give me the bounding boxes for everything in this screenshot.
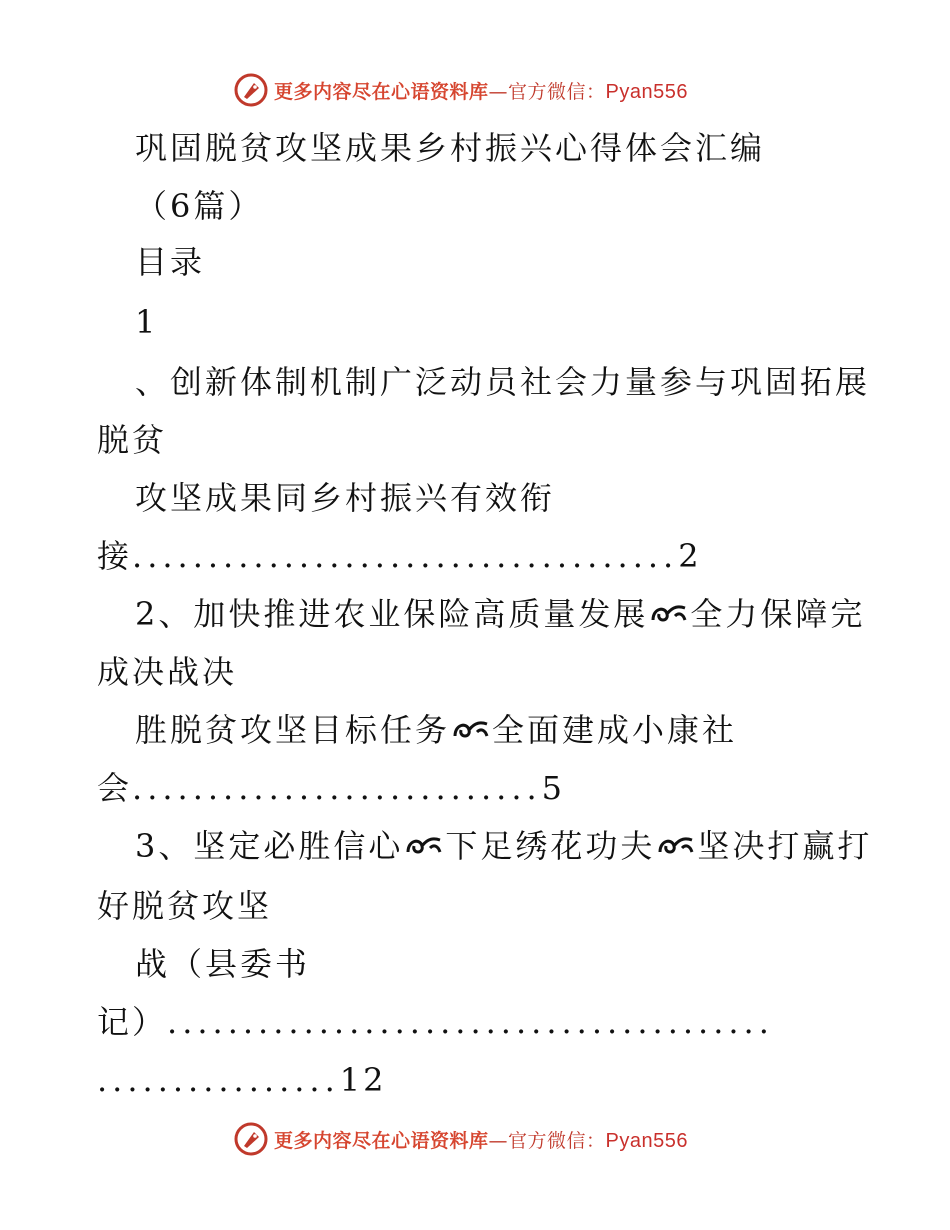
toc-page-number: 5: [541, 769, 566, 807]
watermark-header: [234, 73, 688, 107]
toc-item2-line3: 胜脱贫攻坚目标任务 全面建成小康社: [135, 711, 738, 749]
swirl-glyph-icon: [649, 600, 689, 628]
toc-item2-line2: 成决战决: [97, 653, 238, 691]
swirl-glyph-icon: [656, 832, 696, 860]
toc-item1-line3: 攻坚成果同乡村振兴有效衔: [135, 479, 556, 517]
watermark-brand: 更多内容尽在心语资料库—官方微信：Pyan556: [274, 80, 688, 103]
toc-leader-dots: ........................................: [167, 1003, 774, 1041]
swirl-glyph-icon: [451, 716, 491, 744]
toc-page-number: 12: [339, 1061, 387, 1099]
toc-item1-line1: 、创新体制机制广泛动员社会力量参与巩固拓展: [135, 363, 871, 401]
toc-item3-line3: 战（县委书: [135, 945, 311, 983]
toc-heading: 目录: [135, 243, 206, 281]
document-title-count: （6篇）: [135, 187, 264, 225]
toc-item2-line4: 会...........................5: [97, 769, 566, 807]
toc-item3-line1: 3、坚定必胜信心 下足绣花功夫 坚决打赢打: [135, 827, 873, 865]
toc-item3-line2: 好脱贫攻坚: [97, 887, 273, 925]
watermark-brand: 更多内容尽在心语资料库—官方微信：Pyan556: [274, 1129, 688, 1152]
toc-leader-dots: ...........................: [132, 769, 542, 807]
toc-item3-line4: 记）........................................: [97, 1003, 774, 1041]
toc-leader-dots: ................: [97, 1061, 340, 1099]
toc-item1-line2: 脱贫: [97, 421, 168, 459]
toc-item1-line4: 接....................................2: [97, 537, 702, 575]
pen-nib-icon: [234, 1122, 268, 1156]
pen-nib-icon: [234, 73, 268, 107]
toc-item2-line1: 2、加快推进农业保险高质量发展 全力保障完: [135, 595, 866, 633]
toc-item3-line5: [97, 1060, 386, 1100]
document-title: 巩固脱贫攻坚成果乡村振兴心得体会汇编: [135, 129, 766, 167]
toc-page-number: 2: [678, 537, 702, 575]
watermark-footer: [234, 1122, 688, 1156]
swirl-glyph-icon: [404, 832, 444, 860]
toc-item1-number: 1: [135, 303, 159, 341]
toc-leader-dots: ....................................: [132, 537, 679, 575]
